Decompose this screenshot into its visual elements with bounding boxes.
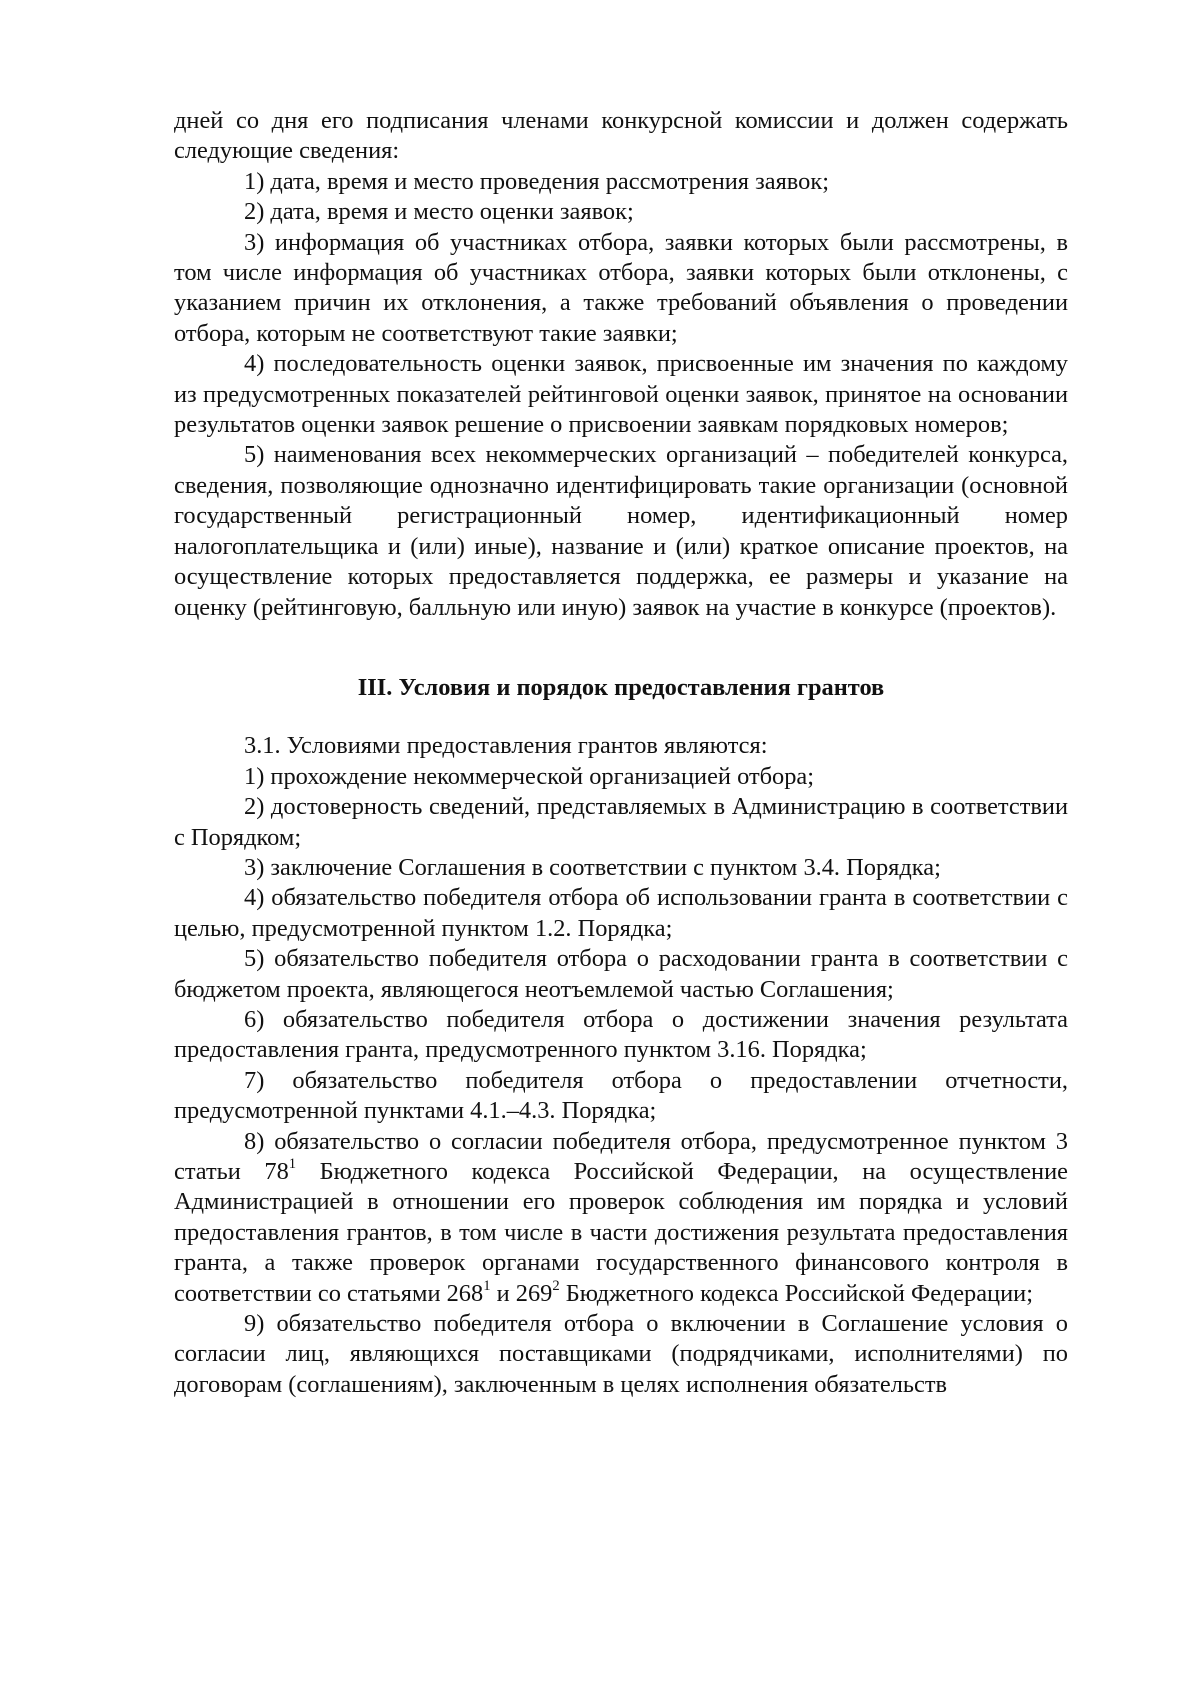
section-lead: 3.1. Условиями предоставления грантов являются: xyxy=(244,732,768,760)
superscript: 1 xyxy=(483,1277,491,1294)
spacer xyxy=(174,703,1068,731)
list-item-9: 9) обязательство победителя отбора о включении в Соглашение условия о согласии лиц, являющихся поставщиками (подрядчиками, исполнителями) по договорам (соглашениям), заключенным в целях исполнения обязательств xyxy=(174,1310,1068,1398)
list-item: 7) обязательство победителя отбора о предоставлении отчетности, предусмотренной пунктами 4.1.–4.3. Порядка; xyxy=(174,1066,1068,1125)
item8-text-3: и 269 xyxy=(490,1279,553,1307)
section-heading: III. Условия и порядок предоставления грантов xyxy=(357,673,885,701)
item8-text-4: Бюджетного кодекса Российской Федерации; xyxy=(559,1279,1033,1307)
intro-continuation: дней со дня его подписания членами конкурсной комиссии и должен содержать следующие сведения: xyxy=(174,107,1068,165)
document-page xyxy=(174,106,1068,1400)
list-item: 4) обязательство победителя отбора об использовании гранта в соответствии с целью, предусмотренной пунктом 1.2. Порядка; xyxy=(174,884,1068,942)
list-item: 5) обязательство победителя отбора о расходовании гранта в соответствии с бюджетом проекта, являющегося неотъемлемой частью Соглашения; xyxy=(174,945,1068,1003)
list-item: 1) дата, время и место проведения рассмотрения заявок; xyxy=(244,167,829,195)
list-item: 3) заключение Соглашения в соответствии с пунктом 3.4. Порядка; xyxy=(244,853,941,881)
superscript: 2 xyxy=(552,1277,560,1294)
list-item: 1) прохождение некоммерческой организацией отбора; xyxy=(244,762,815,790)
list-item: 4) последовательность оценки заявок, присвоенные им значения по каждому из предусмотренных показателей рейтинговой оценки заявок, принятое на основании результатов оценки заявок решение о присвоении заявкам порядковых номеров; xyxy=(174,350,1068,439)
list-item: 6) обязательство победителя отбора о достижении значения результата предоставления гранта, предусмотренного пунктом 3.16. Порядка; xyxy=(174,1005,1068,1064)
item8-text-2: Бюджетного кодекса Российской Федерации, на осуществление Администрацией в отношении его проверок соблюдения им порядка и условий предоставления грантов, в том числе в части достижения результата предоставления гранта, а также проверок органами государственного финансового контроля в соответствии со статьями 268 xyxy=(174,1158,1068,1307)
list-item: 2) дата, время и место оценки заявок; xyxy=(244,198,634,226)
superscript: 1 xyxy=(288,1155,297,1172)
list-item: 3) информация об участниках отбора, заявки которых были рассмотрены, в том числе информация об участниках отбора, заявки которых были отклонены, с указанием причин их отклонения, а также требований объявления о проведении отбора, которым не соответствуют такие заявки; xyxy=(174,228,1068,347)
list-item: 5) наименования всех некоммерческих организаций – победителей конкурса, сведения, позволяющие однозначно идентифицировать такие организации (основной государственный регистрационный номер, идентификационный номер налогоплательщика и (или) иные), название и (или) краткое описание проектов, на осуществление которых предоставляется поддержка, ее размеры и указание на оценку (рейтинговую, балльную или иную) заявок на участие в конкурсе (проектов). xyxy=(174,441,1068,621)
list-item: 2) достоверность сведений, представляемых в Администрацию в соответствии с Порядком; xyxy=(174,793,1068,851)
spacer xyxy=(174,623,1068,673)
list-item-8 xyxy=(174,1127,1068,1309)
item8-text-1: 8) обязательство о согласии победителя отбора, предусмотренное пунктом 3 статьи 78 xyxy=(174,1127,1068,1185)
